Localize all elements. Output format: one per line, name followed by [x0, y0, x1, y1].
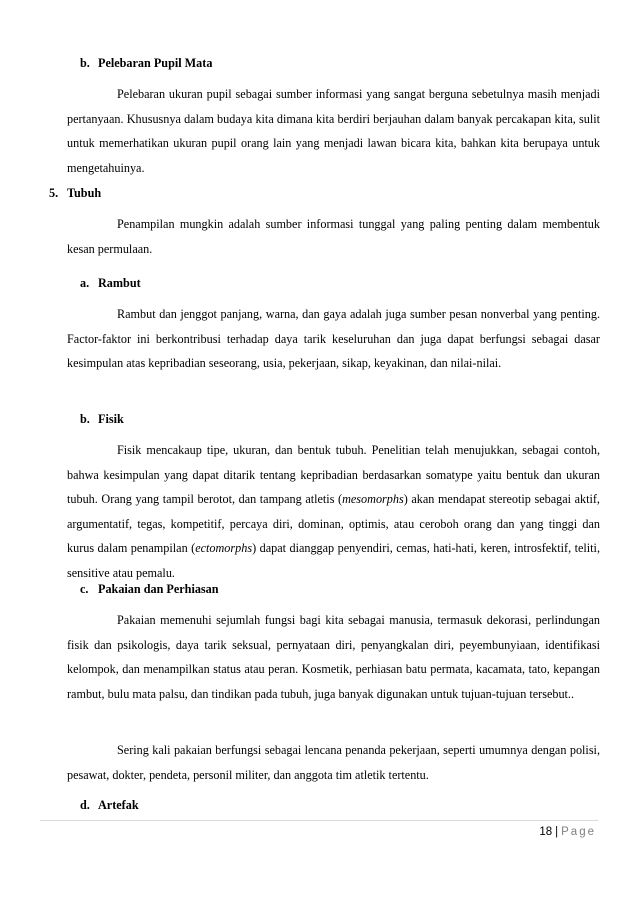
heading-letter: d.: [80, 798, 90, 812]
paragraph-pupil: [67, 82, 600, 180]
heading-letter: a.: [80, 276, 90, 290]
footer-divider: [40, 820, 598, 821]
paragraph-text: Penampilan mungkin adalah sumber informasi tunggal yang paling penting dalam membentuk kesan permulaan.: [67, 217, 600, 256]
heading-title: Pelebaran Pupil Mata: [98, 56, 213, 70]
paragraph-text-1: Fisik mencakaup tipe, ukuran, dan bentuk tubuh. Penelitian telah menujukkan, sebagai contoh, bahwa kesimpulan yang dapat ditarik tentang kepribadian berdasarkan somatype yaitu bentuk dan ukuran tubuh. Orang yang tampil berotot, dan tampang atletis (: [67, 443, 600, 507]
heading-letter: b.: [80, 56, 90, 70]
heading-pakaian: [80, 582, 613, 597]
paragraph-text-3: ) dapat dianggap penyendiri, cemas, hati-hati, keren, introsfektif, teliti, sensitive atau pemalu.: [67, 541, 600, 580]
paragraph-pakaian-1: [67, 608, 600, 706]
footer-separator: |: [555, 826, 559, 838]
heading-number: 5.: [49, 186, 59, 200]
paragraph-text: Sering kali pakaian berfungsi sebagai lencana penanda pekerjaan, seperti umumnya dengan polisi, pesawat, dokter, pendeta, personil militer, dan anggota tim atletik tertentu.: [67, 743, 600, 782]
heading-title: Pakaian dan Perhiasan: [98, 582, 219, 596]
heading-fisik: [80, 412, 613, 427]
heading-title: Fisik: [98, 412, 124, 426]
paragraph-text: Pelebaran ukuran pupil sebagai sumber informasi yang sangat berguna sebetulnya masih menjadi pertanyaan. Khususnya dalam budaya kita dimana kita berdiri berjauhan dalam banyak percakapan kita, sulit untuk memerhatikan ukuran pupil orang lain yang menjadi lawan bicara kita, bahkan kita berupaya untuk mengetahuinya.: [67, 87, 600, 175]
term-ectomorphs: ectomorphs: [195, 541, 253, 556]
heading-letter: c.: [80, 582, 89, 596]
heading-title: Rambut: [98, 276, 141, 290]
paragraph-text: Pakaian memenuhi sejumlah fungsi bagi kita sebagai manusia, termasuk dekorasi, perlindungan fisik dan psikologis, daya tarik seksual, pernyataan diri, penyangkalan diri, peyembunyiaan, identifikasi kelompok, dan menampilkan status atau peran. Kosmetik, perhiasan batu permata, kacamata, tato, kepangan rambut, bulu mata palsu, dan tindikan pada tubuh, juga banyak digunakan untuk tujuan-tujuan tersebut..: [67, 613, 600, 701]
heading-title: Artefak: [98, 798, 139, 812]
paragraph-fisik: [67, 438, 600, 586]
paragraph-text-2: ) akan mendapat stereotip sebagai aktif, argumentatif, tegas, kompetitif, percaya diri, dominan, optimis, atau ceroboh orang dan yang tinggi dan kurus dalam penampilan (: [67, 492, 600, 556]
heading-tubuh: [49, 186, 582, 201]
heading-artefak: [80, 798, 613, 813]
heading-rambut: [80, 276, 613, 291]
paragraph-rambut: [67, 302, 600, 376]
page-label: Page: [561, 826, 596, 838]
paragraph-pakaian-2: [67, 738, 600, 787]
page-number: 18: [539, 826, 553, 838]
heading-pelebaran-pupil: [80, 56, 613, 71]
heading-letter: b.: [80, 412, 90, 426]
paragraph-text: Rambut dan jenggot panjang, warna, dan gaya adalah juga sumber pesan nonverbal yang penting. Factor-faktor ini berkontribusi terhadap daya tarik keseluruhan dan juga dapat berfungsi sebagai dasar kesimpulan atas kepribadian seseorang, usia, pekerjaan, sikap, keyakinan, dan nilai-nilai.: [67, 307, 600, 371]
heading-title: Tubuh: [67, 186, 102, 200]
paragraph-tubuh: [67, 212, 600, 261]
term-mesomorphs: mesomorphs: [342, 492, 404, 507]
page-footer: [539, 826, 596, 838]
